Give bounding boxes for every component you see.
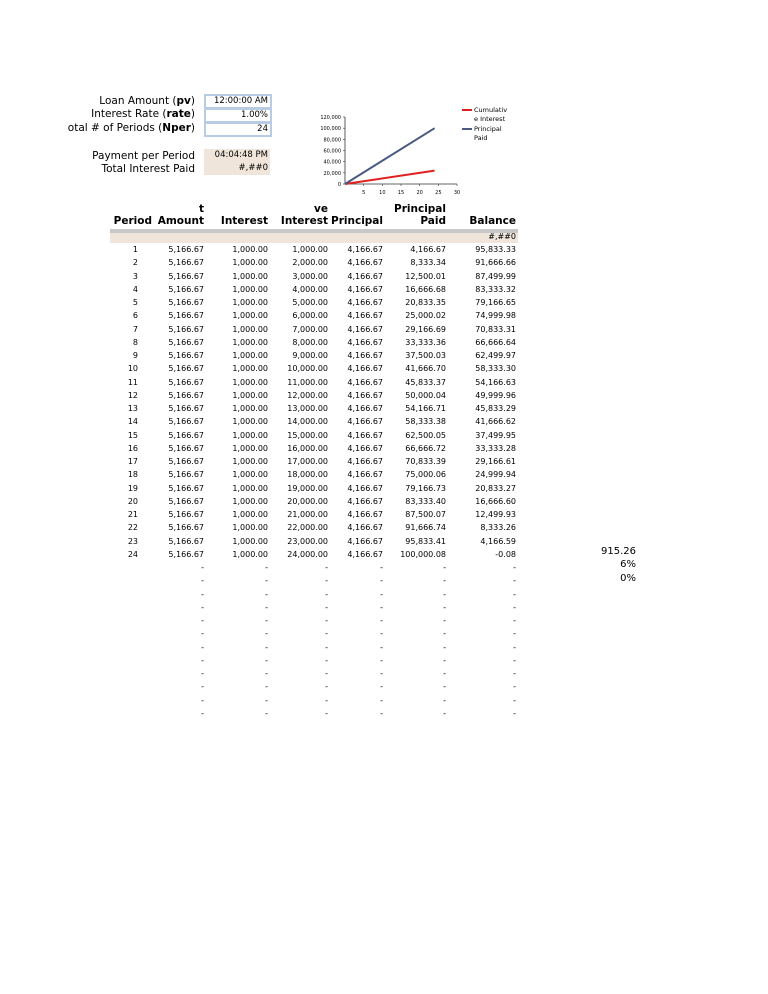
cell-amount: 5,166.67	[168, 470, 204, 480]
blank-cell: -	[513, 655, 516, 665]
loan-amount-label: Loan Amount (pv)	[99, 95, 195, 107]
cell-amount: 5,166.67	[168, 364, 204, 374]
cell-period: 3	[132, 271, 138, 281]
cell-principal: 4,166.67	[347, 404, 383, 413]
blank-cell: -	[513, 669, 516, 678]
cell-amount: 5,166.67	[168, 417, 204, 427]
cell-amount: 5,166.67	[168, 258, 204, 268]
blank-cell: -	[325, 682, 328, 692]
blank-cell: -	[201, 563, 204, 572]
cell-interest: 1,000.00	[232, 377, 268, 387]
cell-paid: 20,833.35	[405, 298, 446, 307]
cell-cum-interest: 22,000.00	[287, 523, 328, 533]
cell-cum-interest: 19,000.00	[287, 483, 328, 493]
cell-interest: 1,000.00	[232, 470, 268, 480]
blank-cell: -	[443, 655, 446, 665]
cell-cum-interest: 11,000.00	[287, 377, 328, 387]
cell-cum-interest: 17,000.00	[287, 457, 328, 466]
periods-label: otal # of Periods (Nper)	[67, 122, 195, 134]
cell-balance: 4,166.59	[480, 536, 516, 546]
cell-cum-interest: 5,000.00	[292, 298, 328, 307]
cell-cum-interest: 9,000.00	[292, 351, 328, 360]
cell-principal: 4,166.67	[347, 523, 383, 533]
cell-period: 2	[132, 258, 138, 268]
cell-principal: 4,166.67	[347, 377, 383, 387]
blank-cell: -	[325, 602, 328, 612]
cell-interest: 1,000.00	[232, 351, 268, 360]
cell-amount: 5,166.67	[168, 496, 204, 506]
cell-interest: 1,000.00	[232, 496, 268, 506]
periods-input[interactable]: 24	[204, 122, 272, 137]
header-principal: Principal	[331, 215, 383, 227]
cell-cum-interest: 3,000.00	[292, 271, 328, 281]
cell-interest: 1,000.00	[232, 457, 268, 466]
blank-cell: -	[265, 669, 268, 678]
cell-cum-interest: 8,000.00	[292, 337, 328, 347]
blank-cell: -	[265, 695, 268, 705]
blank-cell: -	[265, 682, 268, 692]
cell-amount: 5,166.67	[168, 443, 204, 453]
blank-cell: -	[201, 576, 204, 586]
blank-cell: -	[201, 695, 204, 705]
blank-cell: -	[201, 589, 204, 599]
cell-interest: 1,000.00	[232, 417, 268, 427]
cell-principal: 4,166.67	[347, 245, 383, 254]
cell-paid: 50,000.04	[405, 390, 446, 400]
blank-cell: -	[380, 695, 383, 705]
cell-paid: 4,166.67	[410, 245, 446, 254]
cell-cum-interest: 6,000.00	[292, 311, 328, 321]
cell-period: 7	[132, 324, 138, 334]
blank-cell: -	[513, 642, 516, 652]
cell-cum-interest: 24,000.00	[287, 549, 328, 559]
cell-amount: 5,166.67	[168, 390, 204, 400]
cell-balance: 58,333.30	[475, 364, 516, 374]
cell-paid: 12,500.01	[405, 271, 446, 281]
blank-cell: -	[201, 655, 204, 665]
cell-balance: 29,166.61	[475, 457, 516, 466]
cell-period: 18	[127, 470, 138, 480]
cell-paid: 58,333.38	[405, 417, 446, 427]
cell-period: 11	[127, 377, 138, 387]
blank-cell: -	[265, 589, 268, 599]
cell-principal: 4,166.67	[347, 457, 383, 466]
cell-paid: 33,333.36	[405, 337, 446, 347]
header-cum-top: ve	[314, 203, 328, 215]
blank-cell: -	[265, 616, 268, 625]
blank-cell: -	[513, 629, 516, 639]
cell-amount: 5,166.67	[168, 351, 204, 360]
cell-principal: 4,166.67	[347, 430, 383, 440]
cell-balance: 74,999.98	[475, 311, 516, 321]
header-amount-top: t	[198, 203, 204, 215]
blank-cell: -	[513, 695, 516, 705]
cell-cum-interest: 13,000.00	[287, 404, 328, 413]
blank-cell: -	[443, 616, 446, 625]
y-tick-label: 80,000	[323, 137, 341, 144]
y-tick-label: 60,000	[323, 148, 341, 155]
blank-cell: -	[265, 576, 268, 586]
cell-interest: 1,000.00	[232, 298, 268, 307]
cell-balance: 87,499.99	[475, 271, 516, 281]
cell-period: 16	[127, 443, 138, 453]
cell-cum-interest: 21,000.00	[287, 510, 328, 519]
blank-cell: -	[201, 602, 204, 612]
loan-chart	[310, 100, 520, 200]
blank-cell: -	[325, 563, 328, 572]
blank-cell: -	[265, 655, 268, 665]
cell-interest: 1,000.00	[232, 536, 268, 546]
side-value-3: 0%	[620, 573, 636, 584]
cell-balance: 37,499.95	[475, 430, 516, 440]
cell-interest: 1,000.00	[232, 523, 268, 533]
cell-balance: 54,166.63	[475, 377, 516, 387]
cell-principal: 4,166.67	[347, 483, 383, 493]
blank-cell: -	[443, 589, 446, 599]
cell-balance: 41,666.62	[475, 417, 516, 427]
cell-period: 1	[132, 245, 138, 254]
cell-interest: 1,000.00	[232, 404, 268, 413]
blank-cell: -	[380, 563, 383, 572]
cell-balance: 45,833.29	[475, 404, 516, 413]
cell-amount: 5,166.67	[168, 549, 204, 559]
blank-cell: -	[513, 708, 516, 718]
cell-balance: 49,999.96	[475, 390, 516, 400]
cell-period: 12	[127, 390, 138, 400]
blank-cell: -	[513, 682, 516, 692]
payment-label: Payment per Period	[92, 150, 195, 162]
cell-period: 23	[127, 536, 138, 546]
cell-paid: 25,000.02	[405, 311, 446, 321]
header-cum-interest: Interest	[280, 215, 328, 227]
cell-paid: 91,666.74	[405, 523, 446, 533]
blank-cell: -	[380, 602, 383, 612]
header-interest: Interest	[220, 215, 268, 227]
series-line-1	[345, 128, 435, 184]
cell-interest: 1,000.00	[232, 337, 268, 347]
summary-band-value: #,##0	[488, 232, 516, 241]
blank-cell: -	[443, 629, 446, 639]
x-tick-label: 30	[453, 190, 461, 196]
blank-cell: -	[325, 695, 328, 705]
x-tick-label: 15	[397, 190, 405, 196]
blank-cell: -	[443, 669, 446, 678]
cell-balance: 16,666.60	[475, 496, 516, 506]
cell-principal: 4,166.67	[347, 324, 383, 334]
cell-balance: 62,499.97	[475, 351, 516, 360]
cell-paid: 66,666.72	[405, 443, 446, 453]
cell-principal: 4,166.67	[347, 364, 383, 374]
y-tick-label: 120,000	[320, 115, 341, 121]
cell-amount: 5,166.67	[168, 324, 204, 334]
x-tick-label: 10	[379, 190, 386, 196]
blank-cell: -	[443, 682, 446, 692]
legend-label: Cumulativ	[474, 106, 508, 114]
y-tick-label: 20,000	[323, 170, 341, 177]
interest-rate-input[interactable]: 1.00%	[204, 108, 272, 123]
cell-cum-interest: 12,000.00	[287, 390, 328, 400]
cell-amount: 5,166.67	[168, 483, 204, 493]
cell-amount: 5,166.67	[168, 536, 204, 546]
cell-cum-interest: 1,000.00	[292, 245, 328, 254]
blank-cell: -	[380, 682, 383, 692]
cell-period: 24	[127, 549, 138, 559]
blank-cell: -	[513, 589, 516, 599]
blank-cell: -	[513, 563, 516, 572]
cell-period: 17	[127, 457, 138, 466]
blank-cell: -	[443, 563, 446, 572]
cell-cum-interest: 10,000.00	[287, 364, 328, 374]
cell-principal: 4,166.67	[347, 470, 383, 480]
cell-paid: 41,666.70	[405, 364, 446, 374]
cell-cum-interest: 4,000.00	[292, 284, 328, 294]
cell-balance: 83,333.32	[475, 284, 516, 294]
cell-paid: 100,000.08	[400, 549, 446, 559]
cell-principal: 4,166.67	[347, 337, 383, 347]
cell-amount: 5,166.67	[168, 271, 204, 281]
blank-cell: -	[443, 695, 446, 705]
cell-cum-interest: 15,000.00	[287, 430, 328, 440]
header-amount: Amount	[157, 215, 204, 227]
cell-period: 14	[127, 417, 138, 427]
cell-amount: 5,166.67	[168, 377, 204, 387]
blank-cell: -	[443, 642, 446, 652]
total-interest-value: #,##0	[204, 162, 270, 175]
total-interest-label: Total Interest Paid	[101, 163, 195, 175]
cell-principal: 4,166.67	[347, 536, 383, 546]
cell-balance: -0.08	[495, 549, 516, 559]
side-value-2: 6%	[620, 559, 636, 570]
blank-cell: -	[443, 576, 446, 586]
blank-cell: -	[380, 669, 383, 678]
cell-period: 15	[127, 430, 138, 440]
blank-cell: -	[325, 669, 328, 678]
cell-amount: 5,166.67	[168, 430, 204, 440]
blank-cell: -	[201, 708, 204, 718]
side-value-1: 915.26	[601, 546, 636, 557]
cell-interest: 1,000.00	[232, 364, 268, 374]
blank-cell: -	[325, 655, 328, 665]
cell-balance: 33,333.28	[475, 443, 516, 453]
cell-interest: 1,000.00	[232, 324, 268, 334]
cell-interest: 1,000.00	[232, 510, 268, 519]
cell-balance: 91,666.66	[475, 258, 516, 268]
cell-cum-interest: 14,000.00	[287, 417, 328, 427]
legend-label: Paid	[474, 134, 488, 142]
legend-label: e Interest	[474, 115, 506, 123]
cell-amount: 5,166.67	[168, 510, 204, 519]
cell-balance: 95,833.33	[475, 245, 516, 254]
cell-period: 19	[127, 483, 138, 493]
header-balance: Balance	[469, 215, 516, 227]
cell-interest: 1,000.00	[232, 311, 268, 321]
blank-cell: -	[265, 563, 268, 572]
cell-paid: 8,333.34	[410, 258, 446, 268]
blank-cell: -	[265, 629, 268, 639]
legend-label: Principal	[474, 125, 502, 133]
cell-interest: 1,000.00	[232, 271, 268, 281]
blank-cell: -	[325, 576, 328, 586]
loan-amount-input[interactable]: 12:00:00 AM	[204, 94, 272, 109]
cell-cum-interest: 18,000.00	[287, 470, 328, 480]
cell-paid: 62,500.05	[405, 430, 446, 440]
blank-cell: -	[265, 642, 268, 652]
cell-principal: 4,166.67	[347, 510, 383, 519]
cell-principal: 4,166.67	[347, 298, 383, 307]
cell-period: 22	[127, 523, 138, 533]
header-period: Period	[113, 215, 152, 227]
cell-amount: 5,166.67	[168, 284, 204, 294]
cell-interest: 1,000.00	[232, 483, 268, 493]
y-tick-label: 0	[337, 182, 341, 188]
blank-cell: -	[201, 682, 204, 692]
cell-period: 21	[127, 510, 138, 519]
blank-cell: -	[265, 602, 268, 612]
blank-cell: -	[380, 642, 383, 652]
cell-principal: 4,166.67	[347, 351, 383, 360]
blank-cell: -	[513, 576, 516, 586]
cell-period: 20	[127, 496, 138, 506]
summary-band	[110, 233, 518, 243]
blank-cell: -	[380, 629, 383, 639]
cell-cum-interest: 2,000.00	[292, 258, 328, 268]
cell-principal: 4,166.67	[347, 496, 383, 506]
blank-cell: -	[265, 708, 268, 718]
cell-amount: 5,166.67	[168, 245, 204, 254]
cell-period: 10	[127, 364, 138, 374]
cell-balance: 12,499.93	[475, 510, 516, 519]
cell-paid: 29,166.69	[405, 324, 446, 334]
cell-balance: 8,333.26	[480, 523, 516, 533]
cell-paid: 83,333.40	[405, 496, 446, 506]
blank-cell: -	[201, 629, 204, 639]
blank-cell: -	[380, 655, 383, 665]
blank-cell: -	[380, 616, 383, 625]
blank-cell: -	[325, 642, 328, 652]
cell-paid: 16,666.68	[405, 284, 446, 294]
cell-amount: 5,166.67	[168, 337, 204, 347]
cell-interest: 1,000.00	[232, 258, 268, 268]
header-paid-top: Principal	[394, 203, 446, 215]
cell-amount: 5,166.67	[168, 457, 204, 466]
cell-period: 13	[127, 404, 138, 413]
cell-principal: 4,166.67	[347, 549, 383, 559]
cell-period: 9	[132, 351, 138, 360]
x-tick-label: 25	[435, 190, 442, 196]
cell-paid: 95,833.41	[405, 536, 446, 546]
cell-paid: 79,166.73	[405, 483, 446, 493]
cell-principal: 4,166.67	[347, 271, 383, 281]
cell-balance: 79,166.65	[475, 298, 516, 307]
cell-balance: 70,833.31	[475, 324, 516, 334]
cell-interest: 1,000.00	[232, 245, 268, 254]
blank-cell: -	[325, 616, 328, 625]
cell-principal: 4,166.67	[347, 390, 383, 400]
blank-cell: -	[513, 602, 516, 612]
cell-cum-interest: 20,000.00	[287, 496, 328, 506]
cell-balance: 20,833.27	[475, 483, 516, 493]
cell-principal: 4,166.67	[347, 417, 383, 427]
blank-cell: -	[380, 708, 383, 718]
cell-period: 6	[132, 311, 138, 321]
interest-rate-label: Interest Rate (rate)	[91, 108, 195, 120]
cell-paid: 75,000.06	[405, 470, 446, 480]
x-tick-label: 5	[362, 190, 366, 196]
y-tick-label: 100,000	[320, 126, 341, 133]
cell-amount: 5,166.67	[168, 298, 204, 307]
blank-cell: -	[201, 669, 204, 678]
cell-interest: 1,000.00	[232, 430, 268, 440]
cell-period: 8	[132, 337, 138, 347]
cell-paid: 54,166.71	[405, 404, 446, 413]
cell-balance: 66,666.64	[475, 337, 516, 347]
payment-value: 04:04:48 PM	[204, 149, 270, 162]
blank-cell: -	[443, 602, 446, 612]
cell-paid: 87,500.07	[405, 510, 446, 519]
blank-cell: -	[325, 589, 328, 599]
cell-interest: 1,000.00	[232, 284, 268, 294]
cell-interest: 1,000.00	[232, 549, 268, 559]
blank-cell: -	[380, 589, 383, 599]
cell-period: 4	[132, 284, 138, 294]
cell-cum-interest: 7,000.00	[292, 324, 328, 334]
cell-balance: 24,999.94	[475, 470, 516, 480]
cell-principal: 4,166.67	[347, 443, 383, 453]
cell-paid: 37,500.03	[405, 351, 446, 360]
cell-paid: 45,833.37	[405, 377, 446, 387]
cell-interest: 1,000.00	[232, 390, 268, 400]
cell-principal: 4,166.67	[347, 258, 383, 268]
cell-principal: 4,166.67	[347, 284, 383, 294]
blank-cell: -	[513, 616, 516, 625]
blank-cell: -	[380, 576, 383, 586]
series-line-0	[345, 171, 435, 184]
cell-paid: 70,833.39	[405, 457, 446, 466]
cell-cum-interest: 16,000.00	[287, 443, 328, 453]
blank-cell: -	[201, 616, 204, 625]
blank-cell: -	[443, 708, 446, 718]
blank-cell: -	[325, 708, 328, 718]
cell-interest: 1,000.00	[232, 443, 268, 453]
cell-cum-interest: 23,000.00	[287, 536, 328, 546]
cell-amount: 5,166.67	[168, 404, 204, 413]
header-paid: Paid	[420, 215, 446, 227]
cell-amount: 5,166.67	[168, 311, 204, 321]
cell-amount: 5,166.67	[168, 523, 204, 533]
cell-period: 5	[132, 298, 138, 307]
y-tick-label: 40,000	[323, 159, 341, 166]
blank-cell: -	[201, 642, 204, 652]
cell-principal: 4,166.67	[347, 311, 383, 321]
x-tick-label: 20	[416, 190, 423, 196]
blank-cell: -	[325, 629, 328, 639]
